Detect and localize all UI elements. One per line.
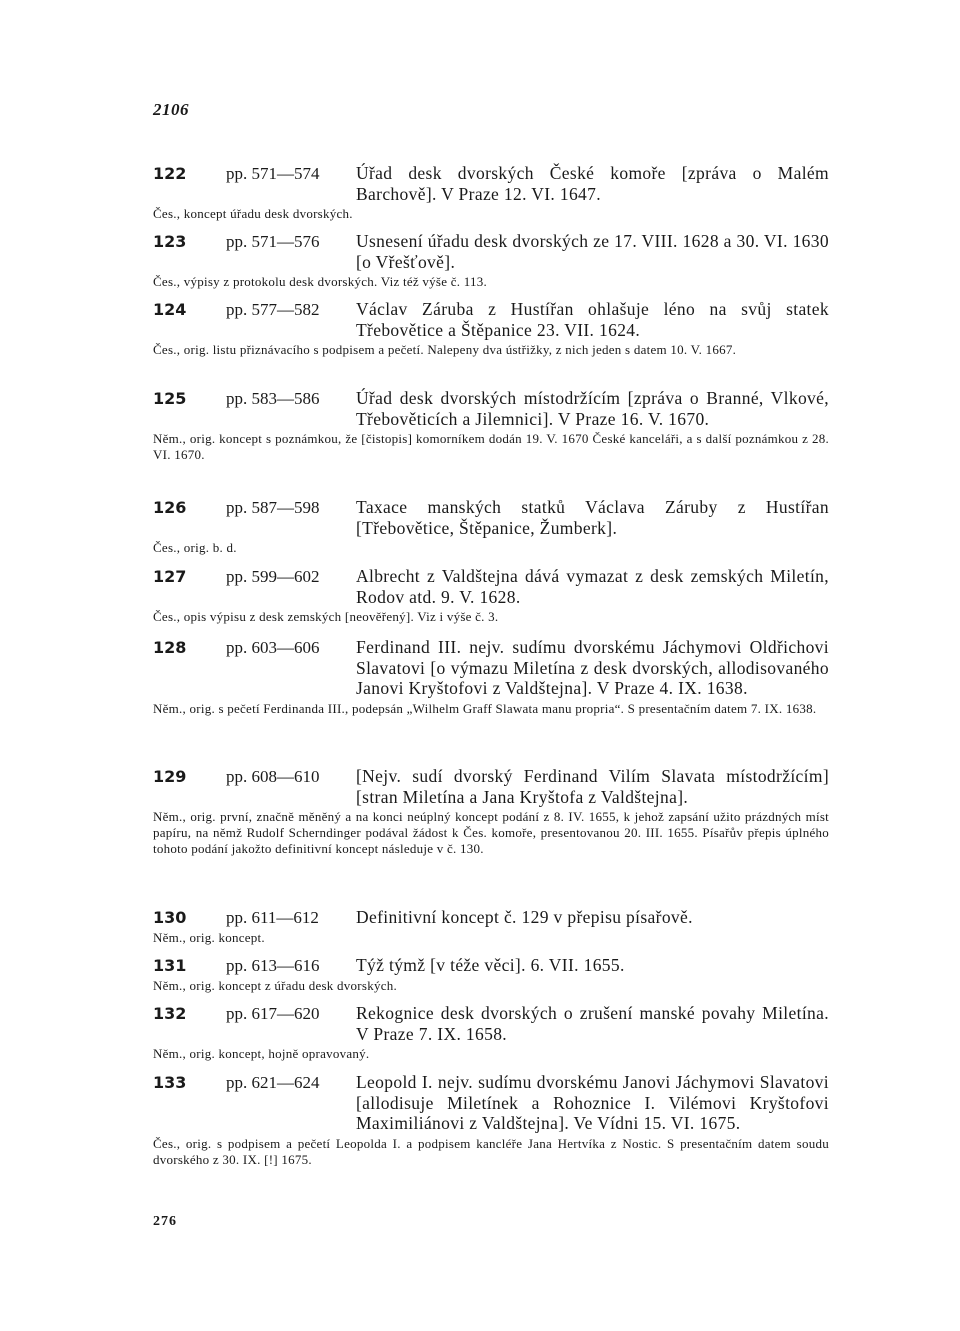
- entry-number: 125: [153, 389, 187, 408]
- page-range: pp. 603—606: [226, 638, 320, 657]
- entry-123: [153, 231, 829, 290]
- page-range: pp. 613—616: [226, 956, 320, 975]
- entry-note: Čes., výpisy z protokolu desk dvorských. Viz též výše č. 113.: [153, 274, 488, 289]
- page-range: pp. 608—610: [226, 767, 320, 786]
- entry-note: Čes., orig. listu přiznávacího s podpisem a pečetí. Nalepeny dva ústřižky, z nich jeden s datem 10. V. 1667.: [153, 342, 737, 357]
- entry-title: Ferdinand III. nejv. sudímu dvorskému Jáchymovi Oldřichovi Slavatovi [o výmazu Miletína z desk dvorských, allodisovaného Janovi Kryštofovi z Valdštejna]. V Praze 4. IX. 1638.: [356, 637, 829, 698]
- entry-number: 133: [153, 1073, 187, 1092]
- entry-131: [153, 955, 829, 994]
- page-range: pp. 599—602: [226, 567, 320, 586]
- entry-125: [153, 388, 829, 463]
- entry-133: [153, 1072, 829, 1168]
- entry-title: Týž týmž [v téže věci]. 6. VII. 1655.: [356, 955, 625, 975]
- entry-title: Usnesení úřadu desk dvorských ze 17. VIII. 1628 a 30. VI. 1630 [o Vřešťově].: [356, 231, 829, 272]
- entry-129: [153, 766, 829, 857]
- entry-124: [153, 299, 829, 358]
- page-range: pp. 617—620: [226, 1004, 320, 1023]
- entry-title: Úřad desk dvorských České komoře [zpráva o Malém Barchově]. V Praze 12. VI. 1647.: [356, 163, 829, 204]
- page-range: pp. 611—612: [226, 908, 319, 927]
- entry-number: 122: [153, 164, 187, 183]
- entry-title: [Nejv. sudí dvorský Ferdinand Vilím Slavata místodržícím] [stran Miletína a Jana Kryštofa z Valdštejna].: [356, 766, 829, 807]
- page-range: pp. 571—574: [226, 164, 320, 183]
- entry-note: Něm., orig. první, značně měněný a na konci neúplný koncept podání z 8. IV. 1655, k jehož zapsání užito prázdných míst papíru, na němž Rudolf Scherndinger podával žádost k Čes. komoře, presentovanou 20. III. 1655. Písařův přepis úplného tohoto podání jakožto definitivní koncept následuje v č. 130.: [153, 809, 829, 856]
- entry-note: Čes., opis výpisu z desk zemských [neověřený]. Viz i výše č. 3.: [153, 609, 499, 624]
- entry-note: Něm., orig. s pečetí Ferdinanda III., podepsán „Wilhelm Graff Slawata manu propria“. S presentačním datem 7. IX. 1638.: [153, 700, 817, 716]
- entry-128: [153, 637, 829, 717]
- page-range: pp. 621—624: [226, 1073, 320, 1092]
- entry-note: Něm., orig. koncept s poznámkou, že [čistopis] komorníkem dodán 19. V. 1670 České kanceláři, a s další poznámkou z 28. VI. 1670.: [153, 431, 829, 462]
- entry-title: Leopold I. nejv. sudímu dvorskému Janovi Jáchymovi Slavatovi [allodisuje Miletínek a Rohoznice I. Vilémovi Kryštofovi Maximiliánovi z Valdštejna]. Ve Vídni 15. VI. 1675.: [356, 1072, 829, 1133]
- entry-note: Čes., orig. s podpisem a pečetí Leopolda I. a podpisem kancléře Jana Hertvíka z Nostic. S presentačním datem soudu dvorského z 30. IX. [!] 1675.: [153, 1135, 829, 1167]
- entry-number: 128: [153, 638, 187, 657]
- entry-title: Václav Záruba z Hustířan ohlašuje léno na svůj statek Třebovětice a Štěpanice 23. VII. 1624.: [356, 299, 829, 340]
- entry-title: Albrecht z Valdštejna dává vymazat z desk zemských Miletín, Rodov atd. 9. V. 1628.: [356, 566, 829, 607]
- page-range: pp. 587—598: [226, 498, 320, 517]
- entry-number: 124: [153, 300, 187, 319]
- entry-number: 123: [153, 232, 187, 251]
- page-number-bottom: 276: [153, 1214, 177, 1229]
- entry-132: [153, 1003, 829, 1062]
- entry-number: 131: [153, 956, 187, 975]
- entry-note: Něm., orig. koncept.: [153, 929, 265, 945]
- page-range: pp. 583—586: [226, 389, 320, 408]
- entry-number: 126: [153, 498, 187, 517]
- page-number-top: 2106: [153, 100, 189, 119]
- entry-number: 129: [153, 767, 187, 786]
- entry-title: Taxace manských statků Václava Záruby z Hustířan [Třebovětice, Štěpanice, Žumberk].: [356, 497, 829, 538]
- page-range: pp. 571—576: [226, 232, 320, 251]
- entry-title: Definitivní koncept č. 129 v přepisu písařově.: [356, 907, 693, 927]
- entry-number: 127: [153, 567, 187, 586]
- page-range: pp. 577—582: [226, 300, 320, 319]
- entry-number: 132: [153, 1004, 187, 1023]
- entry-126: [153, 497, 829, 556]
- entry-note: Něm., orig. koncept z úřadu desk dvorských.: [153, 977, 397, 993]
- entry-note: Něm., orig. koncept, hojně opravovaný.: [153, 1046, 370, 1061]
- entry-note: Čes., orig. b. d.: [153, 540, 237, 555]
- entry-title: Úřad desk dvorských místodržícím [zpráva o Branné, Vlkové, Třebověticích a Jilemnici]. V Praze 16. V. 1670.: [356, 388, 829, 429]
- entry-127: [153, 566, 829, 625]
- entry-number: 130: [153, 908, 187, 927]
- entry-title: Rekognice desk dvorských o zrušení manské povahy Miletína. V Praze 7. IX. 1658.: [356, 1003, 829, 1044]
- entry-note: Čes., koncept úřadu desk dvorských.: [153, 206, 353, 221]
- entry-130: [153, 907, 829, 946]
- entry-122: [153, 163, 829, 222]
